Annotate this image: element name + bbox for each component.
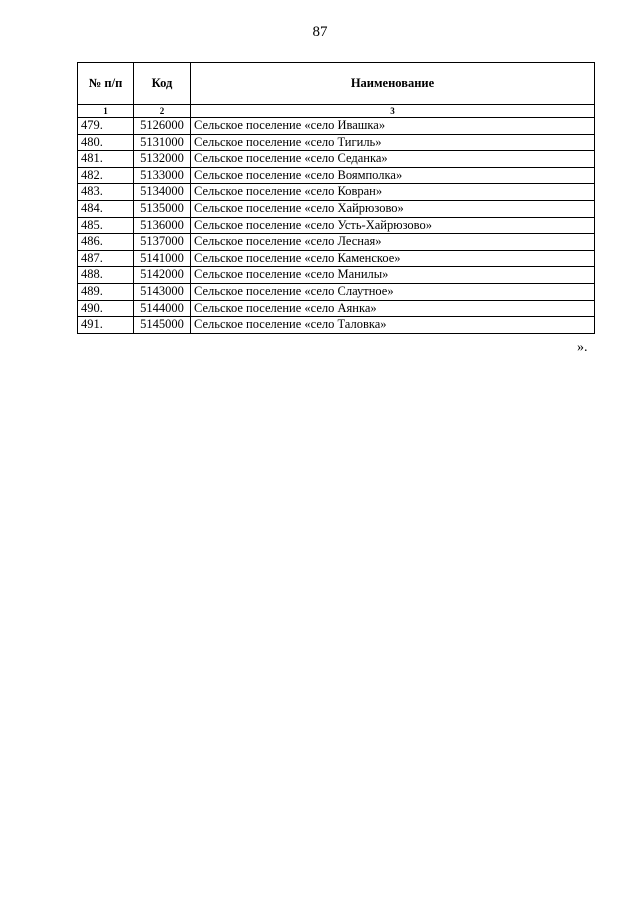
row-code: 5141000 bbox=[134, 250, 191, 267]
table-row bbox=[78, 151, 595, 168]
table-row bbox=[78, 200, 595, 217]
row-code: 5145000 bbox=[134, 317, 191, 334]
header-code: Код bbox=[134, 63, 191, 105]
page-number: 87 bbox=[312, 24, 328, 40]
registry-table bbox=[77, 62, 595, 334]
row-name: Сельское поселение «село Хайрюзово» bbox=[191, 200, 595, 217]
header-name: Наименование bbox=[191, 63, 595, 105]
row-number: 485. bbox=[78, 217, 134, 234]
index-col-3: 3 bbox=[191, 105, 595, 118]
table-row bbox=[78, 184, 595, 201]
row-name: Сельское поселение «село Воямполка» bbox=[191, 167, 595, 184]
table-row bbox=[78, 250, 595, 267]
row-name: Сельское поселение «село Ивашка» bbox=[191, 118, 595, 135]
row-code: 5131000 bbox=[134, 134, 191, 151]
row-number: 484. bbox=[78, 200, 134, 217]
row-name: Сельское поселение «село Усть-Хайрюзово» bbox=[191, 217, 595, 234]
row-code: 5142000 bbox=[134, 267, 191, 284]
table-row bbox=[78, 234, 595, 251]
table-index-row bbox=[78, 105, 595, 118]
table-row bbox=[78, 118, 595, 135]
index-col-1: 1 bbox=[78, 105, 134, 118]
row-name: Сельское поселение «село Ковран» bbox=[191, 184, 595, 201]
row-code: 5132000 bbox=[134, 151, 191, 168]
row-number: 483. bbox=[78, 184, 134, 201]
row-name: Сельское поселение «село Каменское» bbox=[191, 250, 595, 267]
row-code: 5144000 bbox=[134, 300, 191, 317]
row-number: 480. bbox=[78, 134, 134, 151]
index-col-2: 2 bbox=[134, 105, 191, 118]
row-name: Сельское поселение «село Манилы» bbox=[191, 267, 595, 284]
table-row bbox=[78, 317, 595, 334]
row-number: 491. bbox=[78, 317, 134, 334]
row-name: Сельское поселение «село Седанка» bbox=[191, 151, 595, 168]
row-name: Сельское поселение «село Таловка» bbox=[191, 317, 595, 334]
row-code: 5136000 bbox=[134, 217, 191, 234]
row-number: 486. bbox=[78, 234, 134, 251]
table-row bbox=[78, 267, 595, 284]
row-number: 482. bbox=[78, 167, 134, 184]
header-number: № п/п bbox=[78, 63, 134, 105]
row-number: 488. bbox=[78, 267, 134, 284]
table-row bbox=[78, 167, 595, 184]
row-number: 487. bbox=[78, 250, 134, 267]
row-code: 5137000 bbox=[134, 234, 191, 251]
table-body bbox=[78, 118, 595, 334]
row-code: 5143000 bbox=[134, 283, 191, 300]
table-row bbox=[78, 134, 595, 151]
closing-quote-mark: ». bbox=[577, 340, 588, 355]
row-name: Сельское поселение «село Лесная» bbox=[191, 234, 595, 251]
row-number: 479. bbox=[78, 118, 134, 135]
row-code: 5135000 bbox=[134, 200, 191, 217]
row-name: Сельское поселение «село Аянка» bbox=[191, 300, 595, 317]
row-number: 481. bbox=[78, 151, 134, 168]
row-code: 5126000 bbox=[134, 118, 191, 135]
row-name: Сельское поселение «село Тигиль» bbox=[191, 134, 595, 151]
table-row bbox=[78, 283, 595, 300]
row-code: 5133000 bbox=[134, 167, 191, 184]
row-name: Сельское поселение «село Слаутное» bbox=[191, 283, 595, 300]
row-number: 490. bbox=[78, 300, 134, 317]
row-number: 489. bbox=[78, 283, 134, 300]
row-code: 5134000 bbox=[134, 184, 191, 201]
table-row bbox=[78, 300, 595, 317]
table-header-row bbox=[78, 63, 595, 105]
table-row bbox=[78, 217, 595, 234]
